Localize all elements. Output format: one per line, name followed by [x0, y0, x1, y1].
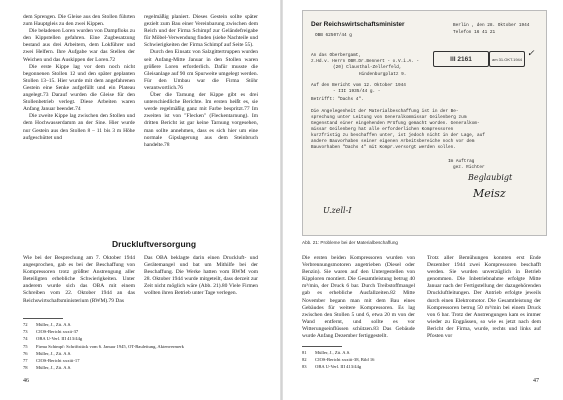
right-col2: [427, 255, 541, 340]
body-line: Bauvorhaben "Dachs 4" mit Kompr.versorgt werden sollen.: [311, 145, 456, 150]
page-number-left: 46: [23, 378, 29, 384]
left-col1-bottom: [23, 255, 135, 305]
page-number-right: 47: [533, 378, 539, 384]
footnote: 76 Müller, J., Zit. A.S.: [23, 350, 72, 356]
date-line: Berlin , den 28. Oktober 1944: [453, 23, 530, 28]
paragraph: Trotz aller Bemühungen konnten erst Ende Dezember 1944 zwei Kompressoren beschafft werden. Sie wurden unverzüglich in Betrieb genommen. Die Inbetriebnahme erfolgte Mitte Januar nach der Fertigstellung der dazugehörenden Druckluftleitungen. Der Antrieb erfolgte jeweils durch einen Elektromotor. Die Gesamtleistung der Kompressoren betrug 50 m³/min bei einem Druck von 6 bar. Trotz der Anstrengungen kam es immer wieder zu Engpässen, so wie es jetzt nach dem Bericht der Firma, wurde, rechts und links auf Pfosten vor: [427, 255, 541, 340]
stamp-date: am 31.OKT.1944: [491, 56, 523, 62]
tel-line: Telefon 16 41 21: [453, 30, 496, 35]
footnote: 73 CIOS-Bericht xxxii-37: [23, 329, 79, 335]
address-line: z.Hd.v. Herrn OBR.Dr.Bennert - o.V.i.A. -: [311, 59, 420, 64]
left-col2-top: [144, 14, 258, 149]
footnote: 82 CIOS-Bericht xxxiii-38, Bild 16: [302, 357, 375, 363]
body-line: andere Bauvorhaben seiner eigenen Arbeitsbereiche noch vor dem: [311, 139, 475, 144]
figure-caption: Abb. 21: Probleme bei der Materialbeschaffung: [302, 240, 398, 245]
beglaubigt-handwriting: Beglaubigt: [468, 173, 513, 182]
left-col1-top: [23, 14, 135, 142]
handwritten-mark: ✓: [527, 49, 535, 59]
paragraph: Das OBA beklagte darin einen Druckluft- und Gerätemangel und bat um Mithilfe bei der Beschaffung. Die Werke hatten vom RWM vom 28. Oktober 1944 wurde mitgeteilt, dass derzeit zur Zeit nicht möglich wäre (Abb. 21).80 Viele Firmen wollten ihren Betrieb unter Tage verlegen.: [144, 255, 258, 297]
reference-line: Betrifft: "Dachs 4".: [311, 97, 364, 102]
section-heading: Druckluftversorgung: [112, 239, 197, 249]
date-stamp: [489, 51, 525, 67]
handwritten-signature: Meisz: [473, 187, 506, 200]
body-line: Die Angelegenheit der Materialbeschaffung ist in der Be-: [311, 109, 459, 114]
body-line: sprechung unter Leitung von Generalkommissar Geilenberg zum: [311, 115, 467, 120]
stamp-number: III 2161: [450, 55, 472, 63]
paragraph: Wie bei der Besprechung am 7. Oktober 1944 angesprochen, gab es bei der Beschaffung von Kompressoren trotz größter Anstrengung aller Beteiligten erhebliche Schwierigkeiten. Unter anderem wurde sich das OBA mit einem Schreiben vom 22. Oktober 1944 an das Reichswirtschaftsministerium (RWM).79 Das: [23, 255, 135, 304]
paragraph: Über die Tarnung der Kippe gibt es drei unterschiedliche Berichte. Im ersten heißt es, sie werde regelmäßig ganz mit Farbe bespritzt.77 Im zweiten ist von "Flecken" (Fleckentarnung). Im dritten Bericht ist gar keine Tarnung vorgesehen, man sollte annehmen, dass es sich hier um eine normale Gipslagerung aus dem Steinbruch handelte.78: [144, 92, 258, 148]
paragraph: Die zweite Kippe lag zwischen den Stollen und dem Hochwasserdamm an der Sine. Hier wurde nur Gestein aus den Stollen 8 – 11 bis 3 m Höhe aufgeschüttet und: [23, 113, 135, 141]
body-line: kurzfristig zu beschaffen unter, ist jedoch nicht in der Lage, auf: [311, 133, 485, 138]
left-footnotes: [23, 321, 263, 371]
paragraph: Die ersten beiden Kompressoren wurden von Verbrennungsmotoren angetrieben (Diesel oder Benzin). Sie waren auf den Untergestellen von Kipploren montiert. Die Gesamtleistung betrug 40 m³/min, der Druck 6 bar. Durch Treibstoffmangel gab es erhebliche Ausfallzeiten.82 Mitte November begann man mit dem Bau eines Gebäudes für weitere Kompressoren. Es lag zwischen den Stollen 5 und 6, etwa 20 m von der Wand entfernt, und sollte es vor Witterungseinflüssen schützen.83 Das Gebäude wurde Anfang Dezember fertiggestellt.: [302, 255, 415, 340]
footnote: 75 Firma Schimpf: Schriftstück vom 6. Januar 1945, OT-Bauleitung, Aktenvermerk: [23, 343, 184, 349]
right-col1: [302, 255, 415, 340]
footnote: 78 Müller, J., Zit. A.S.: [23, 365, 72, 371]
footnote: 74 OBA U-Verl. III 413/44g: [23, 336, 83, 342]
address-line: (20) Clausthal-Zellerfeld,: [333, 65, 402, 70]
right-footnotes: [302, 349, 420, 371]
reference-line: Auf den Bericht vom 12. Oktober 1944: [311, 83, 406, 88]
paragraph: Die beladenen Loren wurden von Dampfloks zu den Kippstellen gefahren. Eine Zugbesatzung bestand aus drei Arbeitern, dem Lokführer und zwei Helfern. Ihre Aufgabe war das Stellen der Weichen und das Auskippen der Loren.72: [23, 28, 135, 63]
address-line: Hindenburgplatz 9.: [359, 72, 407, 77]
body-line: Gegenstand einer eingehenden Prüfung gemacht worden. Generalkom-: [311, 121, 480, 126]
footnote: 77 CIOS-Bericht xxxiii-17: [23, 358, 80, 364]
signature-name: gez. Richter: [453, 165, 485, 170]
paragraph: regelmäßig planiert. Dieses Gestein sollte später gezielt zum Bau einer Vereinbarung zwischen dem Reich und der Firma Schimpf zur Geländefreigabe für Möbel-Verwendung finden (siehe Nachteile und Schwierigkeiten der Firma Schimpf auf Seite 55).: [144, 14, 258, 49]
reference-line: - III 1935/44 g. -: [333, 89, 381, 94]
body-line: missar Geilenberg hat alle erforderlichen Kompressoren: [311, 127, 454, 132]
ministry-heading: Der Reichswirtschaftsminister: [311, 21, 405, 28]
left-col2-bottom: [144, 255, 258, 298]
footnote: 72 Müller, J., Zit. A.S.: [23, 322, 72, 327]
signature-label: Im Auftrag: [448, 159, 475, 164]
bottom-ref-handwriting: U.zell-I: [323, 206, 352, 215]
paragraph: Die erste Kippe lag vor dem noch nicht begonnenen Stollen 12 und den später geplanten Stollen 13–15. Hier wurde mit dem angefahrenen Gestein eine Senke aufgefüllt und ein Plateau angelegt.73 Darauf wurden die Gleise für den Stollenbetrieb verlegt. Diese Arbeiten waren Anfang Januar beendet.74: [23, 63, 135, 113]
footnote: 83 OBA U-Verl. III 413/44g: [302, 364, 362, 370]
book-gutter: [280, 0, 283, 400]
footnote-rule: [23, 318, 63, 319]
archival-document-image: [302, 10, 547, 236]
footnote: 81 Müller, J., Zit. A.S.: [302, 350, 351, 355]
paragraph: dem Sprengen. Die Gleise aus den Stollen führten zum Hauptgleis zu den zwei Kippen.: [23, 14, 135, 28]
receipt-stamp: [433, 51, 489, 67]
paragraph: Durch den Einsatz von Salzgittertruppen wurden seit Anfang-Mitte Januar in den Stollen waren größere Loren erforderlich. Dafür musste die Gleisanlage auf 90 cm Spurweite umgelegt werden. Für den Umbau war die Firma Stöhr verantwortlich.76: [144, 49, 258, 91]
footnote-rule: [302, 346, 342, 347]
ref-line: OBB 62507/44 g: [315, 33, 352, 38]
address-line: An das Oberbergamt,: [311, 53, 362, 58]
